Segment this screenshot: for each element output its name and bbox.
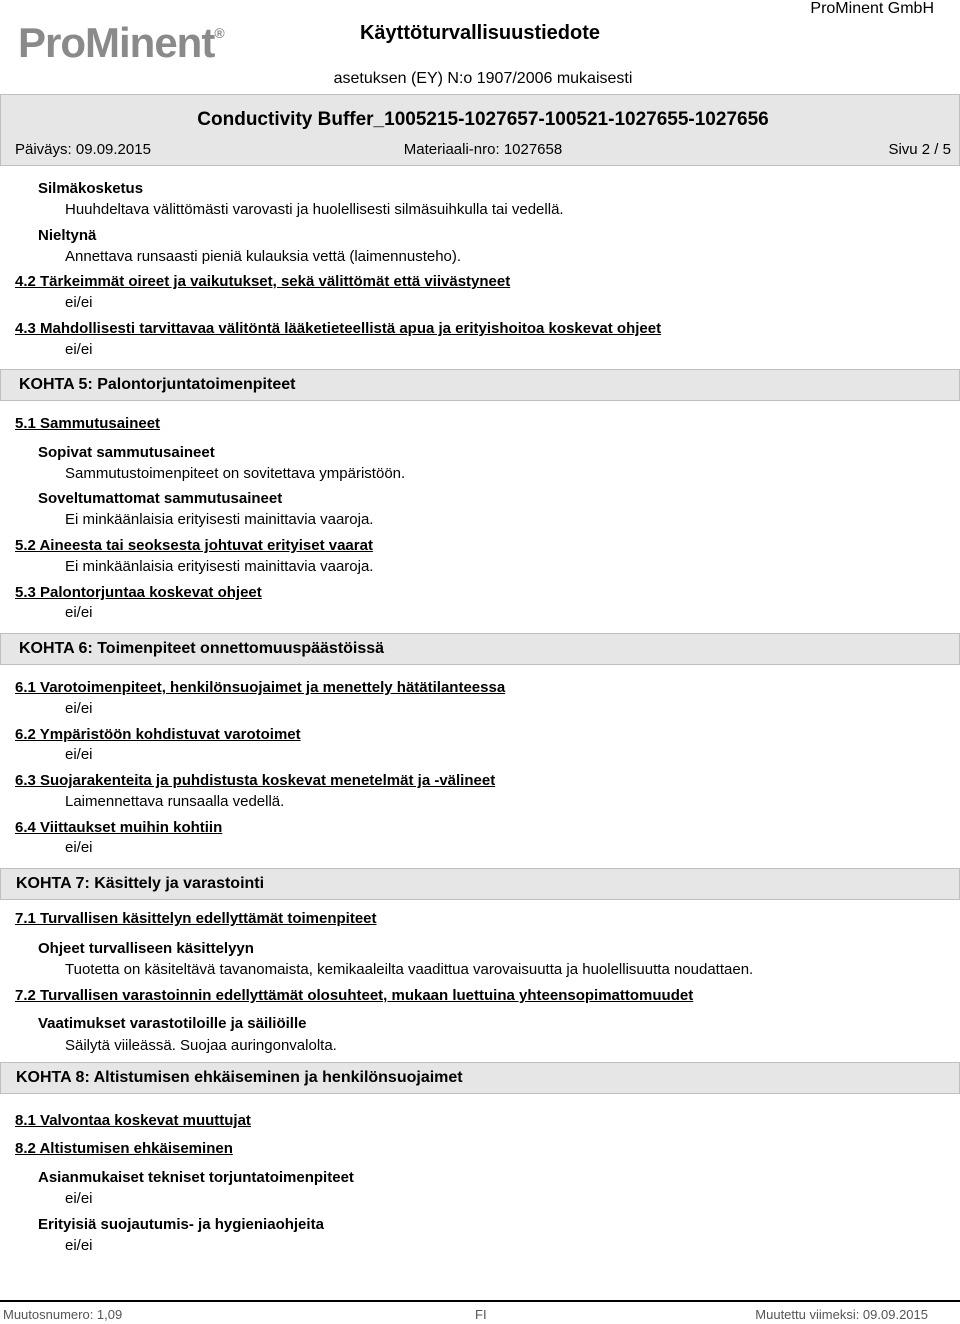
engineering-controls-label: Asianmukaiset tekniset torjuntatoimenpiteet [38,1169,354,1186]
material-number: Materiaali-nro: 1027658 [403,141,563,158]
subsection-5-3-text: ei/ei [65,604,93,621]
regulation-text: asetuksen (EY) N:o 1907/2006 mukaisesti [333,70,633,87]
footer-divider [0,1300,960,1302]
last-modified: Muutettu viimeksi: 09.09.2015 [755,1307,928,1322]
unsuitable-media-label: Soveltumattomat sammutusaineet [38,490,283,507]
logo-registered-mark: ® [214,25,224,41]
subsection-7-1-title: 7.1 Turvallisen käsittelyn edellyttämät toimenpiteet [15,910,377,927]
hygiene-measures-label: Erityisiä suojautumis- ja hygieniaohjeita [38,1216,324,1233]
subsection-4-3-title: 4.3 Mahdollisesti tarvittavaa välitöntä lääketieteellistä apua ja erityishoitoa koskevat ohjeet [15,320,662,337]
subsection-6-4-title: 6.4 Viittaukset muihin kohtiin [15,819,223,836]
subsection-6-1-title: 6.1 Varotoimenpiteet, henkilönsuojaimet ja menettely hätätilanteessa [15,679,506,696]
product-name: Conductivity Buffer_1005215-1027657-100521-1027655-1027656 [197,109,769,130]
eye-contact-label: Silmäkosketus [38,180,144,197]
company-name: ProMinent GmbH [810,0,934,17]
subsection-6-2-text: ei/ei [65,746,93,763]
eye-contact-text: Huuhdeltava välittömästi varovasti ja huolellisesti silmäsuihkulla tai vedellä. [65,201,564,218]
suitable-media-text: Sammutustoimenpiteet on sovitettava ympäristöön. [65,465,406,482]
ingestion-text: Annettava runsaasti pieniä kulauksia vettä (laimennusteho). [65,248,462,265]
suitable-media-label: Sopivat sammutusaineet [38,444,215,461]
subsection-4-3-text: ei/ei [65,341,93,358]
storage-requirements-text: Säilytä viileässä. Suojaa auringonvalolta. [65,1037,337,1054]
subsection-4-2-text: ei/ei [65,294,93,311]
language-code: FI [475,1307,487,1322]
section-7-title: KOHTA 7: Käsittely ja varastointi [16,875,265,892]
subsection-8-2-title: 8.2 Altistumisen ehkäiseminen [15,1140,233,1157]
hygiene-measures-text: ei/ei [65,1237,93,1254]
document-date: Päiväys: 09.09.2015 [15,141,151,158]
subsection-6-4-text: ei/ei [65,839,93,856]
subsection-5-2-text: Ei minkäänlaisia erityisesti mainittavia vaaroja. [65,558,374,575]
subsection-6-2-title: 6.2 Ympäristöön kohdistuvat varotoimet [15,726,301,743]
logo-text: ProMinent [18,19,215,66]
engineering-controls-text: ei/ei [65,1190,93,1207]
revision-number: Muutosnumero: 1,09 [3,1307,123,1322]
safe-handling-text: Tuotetta on käsiteltävä tavanomaista, kemikaaleilta vaadittua varovaisuutta ja huolellisuutta noudattaen. [65,961,754,978]
subsection-8-1-title: 8.1 Valvontaa koskevat muuttujat [15,1112,251,1129]
document-title: Käyttöturvallisuustiedote [359,22,601,44]
subsection-4-2-title: 4.2 Tärkeimmät oireet ja vaikutukset, sekä välittömät että viivästyneet [15,273,511,290]
section-6-header [0,633,960,665]
safe-handling-label: Ohjeet turvalliseen käsittelyyn [38,940,254,957]
section-8-header [0,1062,960,1094]
page-number: Sivu 2 / 5 [888,141,951,158]
section-7-header [0,868,960,900]
section-6-title: KOHTA 6: Toimenpiteet onnettomuuspäästöissä [19,640,385,657]
section-5-title: KOHTA 5: Palontorjuntatoimenpiteet [19,376,296,393]
subsection-6-3-text: Laimennettava runsaalla vedellä. [65,793,285,810]
ingestion-label: Nieltynä [38,227,97,244]
section-8-title: KOHTA 8: Altistumisen ehkäiseminen ja henkilönsuojaimet [16,1069,463,1086]
unsuitable-media-text: Ei minkäänlaisia erityisesti mainittavia vaaroja. [65,511,374,528]
subsection-6-1-text: ei/ei [65,700,93,717]
subsection-5-3-title: 5.3 Palontorjuntaa koskevat ohjeet [15,584,262,601]
storage-requirements-label: Vaatimukset varastotiloille ja säiliöille [38,1015,307,1032]
subsection-6-3-title: 6.3 Suojarakenteita ja puhdistusta koskevat menetelmät ja -välineet [15,772,496,789]
section-5-header [0,369,960,401]
subsection-5-2-title: 5.2 Aineesta tai seoksesta johtuvat erityiset vaarat [15,537,373,554]
subsection-7-2-title: 7.2 Turvallisen varastoinnin edellyttämät olosuhteet, mukaan luettuina yhteensopimattomuudet [15,987,694,1004]
subsection-5-1-title: 5.1 Sammutusaineet [15,415,161,432]
